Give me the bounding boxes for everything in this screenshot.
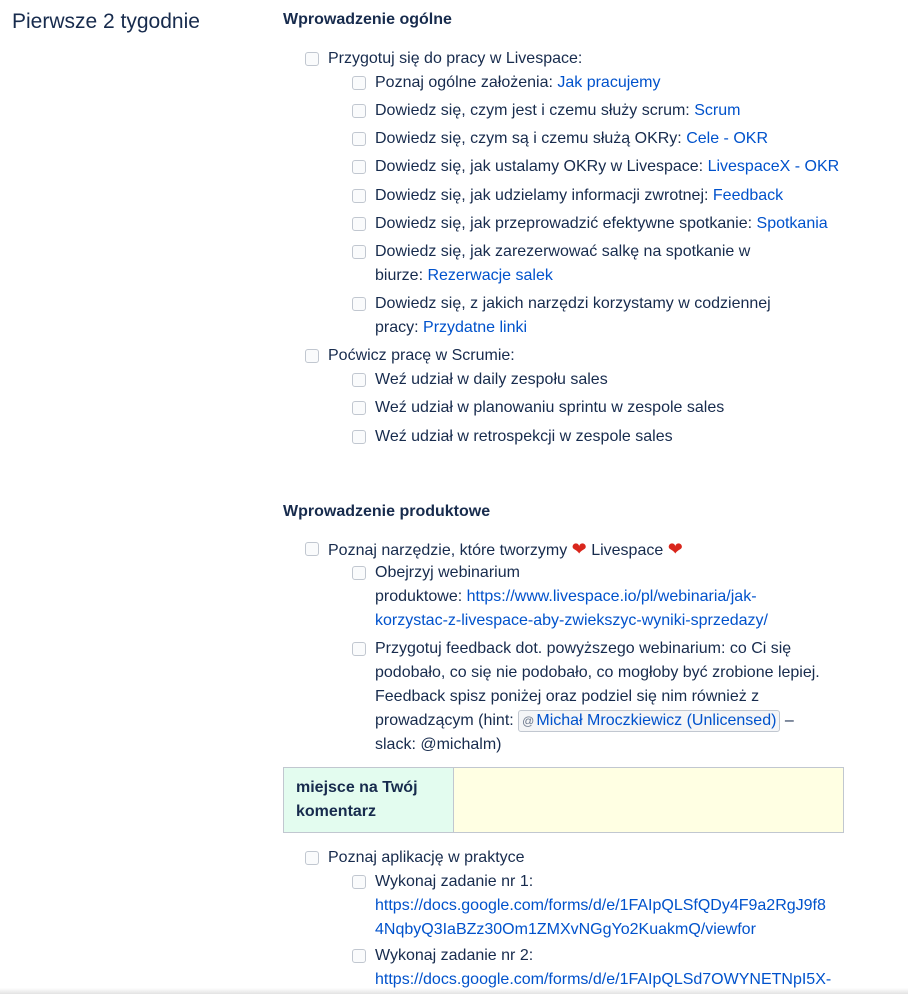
heart-icon: ❤ — [571, 539, 587, 559]
checkbox[interactable] — [352, 160, 366, 174]
link-scrum[interactable]: Scrum — [694, 102, 741, 119]
task-exercise-1: Wykonaj zadanie nr 1: https://docs.google.com/forms/d/e/1FAIpQLSfQDy4F9a2RgJ9f8 4NqbyQ3IaBZz30Om1ZMXvNGgYo2KuakmQ/viewfor — [352, 870, 826, 942]
checkbox[interactable] — [305, 52, 319, 66]
link-rezerwacje-salek[interactable]: Rezerwacje salek — [427, 267, 553, 284]
checkbox[interactable] — [352, 217, 366, 231]
link-livespacex-okr[interactable]: LivespaceX - OKR — [707, 158, 840, 175]
checkbox[interactable] — [352, 566, 366, 580]
task-daily: Weź udział w daily zespołu sales — [352, 368, 608, 392]
task-app-practice: Poznaj aplikację w praktyce — [305, 846, 525, 870]
checkbox[interactable] — [352, 642, 366, 656]
task-feedback: Dowiedz się, jak udzielamy informacji zwrotnej: Feedback — [352, 184, 783, 208]
link-jak-pracujemy[interactable]: Jak pracujemy — [557, 74, 661, 91]
checkbox[interactable] — [352, 875, 366, 889]
checkbox[interactable] — [305, 851, 319, 865]
task-scrum: Dowiedz się, czym jest i czemu służy scrum: Scrum — [352, 99, 740, 123]
checkbox[interactable] — [352, 189, 366, 203]
task-sprint-planning: Weź udział w planowaniu sprintu w zespole sales — [352, 396, 724, 420]
link-webinar[interactable]: https://www.livespace.io/pl/webinaria/jak- korzystac-z-livespace-aby-zwiekszyc-wyniki-sprzedazy/ — [375, 588, 768, 629]
page-section-title: Pierwsze 2 tygodnie — [12, 10, 200, 33]
task-tool: Poznaj narzędzie, które tworzymy ❤ Livespace ❤ — [305, 537, 683, 563]
checkbox[interactable] — [352, 401, 366, 415]
comment-label: miejsce na Twój komentarz — [284, 768, 454, 833]
link-przydatne-linki[interactable]: Przydatne linki — [423, 319, 528, 336]
checkbox[interactable] — [352, 76, 366, 90]
task-webinar: Obejrzyj webinarium produktowe: https://www.livespace.io/pl/webinaria/jak- korzystac-z-livespace-aby-zwiekszyc-wyniki-sprzedazy/ — [352, 561, 768, 633]
task-prepare-work: Przygotuj się do pracy w Livespace: — [305, 47, 582, 71]
checkbox[interactable] — [352, 430, 366, 444]
task-webinar-feedback: Przygotuj feedback dot. powyższego webinarium: co Ci się podobało, co się nie podobało, co mogłoby być zrobione lepiej. Feedback spisz poniżej oraz podziel się nim również z prowadzącym (hint: @ Michał Mroczkiewicz (Unlicensed) – slack: @michalm) — [352, 637, 820, 757]
checkbox[interactable] — [352, 297, 366, 311]
task-exercise-2: Wykonaj zadanie nr 2: https://docs.google.com/forms/d/e/1FAIpQLSd7OWYNETNpI5X- — [352, 944, 831, 992]
checkbox[interactable] — [352, 245, 366, 259]
comment-cell[interactable] — [454, 768, 844, 833]
task-retrospective: Weź udział w retrospekcji w zespole sales — [352, 425, 673, 449]
heart-icon: ❤ — [667, 539, 683, 559]
link-cele-okr[interactable]: Cele - OKR — [686, 130, 768, 147]
heading-product: Wprowadzenie produktowe — [283, 503, 491, 520]
task-okr-livespace: Dowiedz się, jak ustalamy OKRy w Livespace: LivespaceX - OKR — [352, 155, 839, 179]
task-room-booking: Dowiedz się, jak zarezerwować salkę na spotkanie w biurze: Rezerwacje salek — [352, 240, 750, 288]
scroll-fade — [0, 988, 908, 994]
task-general-principles: Poznaj ogólne założenia: Jak pracujemy — [352, 71, 661, 95]
checkbox[interactable] — [352, 949, 366, 963]
user-mention[interactable]: @ Michał Mroczkiewicz (Unlicensed) — [518, 710, 780, 732]
link-exercise-2[interactable]: https://docs.google.com/forms/d/e/1FAIpQLSd7OWYNETNpI5X- — [375, 971, 832, 988]
checkbox[interactable] — [305, 349, 319, 363]
task-tools: Dowiedz się, z jakich narzędzi korzystamy w codziennej pracy: Przydatne linki — [352, 292, 771, 340]
comment-table — [283, 767, 844, 833]
checkbox[interactable] — [352, 104, 366, 118]
task-scrum-practice: Poćwicz pracę w Scrumie: — [305, 344, 515, 368]
task-okr: Dowiedz się, czym są i czemu służą OKRy: Cele - OKR — [352, 127, 768, 151]
link-exercise-1[interactable]: https://docs.google.com/forms/d/e/1FAIpQLSfQDy4F9a2RgJ9f8 4NqbyQ3IaBZz30Om1ZMXvNGgYo2KuakmQ/viewfor — [375, 897, 826, 938]
checkbox[interactable] — [352, 373, 366, 387]
link-feedback[interactable]: Feedback — [712, 187, 784, 204]
task-meetings: Dowiedz się, jak przeprowadzić efektywne spotkanie: Spotkania — [352, 212, 828, 236]
checkbox[interactable] — [352, 132, 366, 146]
checkbox[interactable] — [305, 542, 319, 556]
link-spotkania[interactable]: Spotkania — [756, 215, 828, 232]
heading-intro: Wprowadzenie ogólne — [283, 11, 452, 28]
